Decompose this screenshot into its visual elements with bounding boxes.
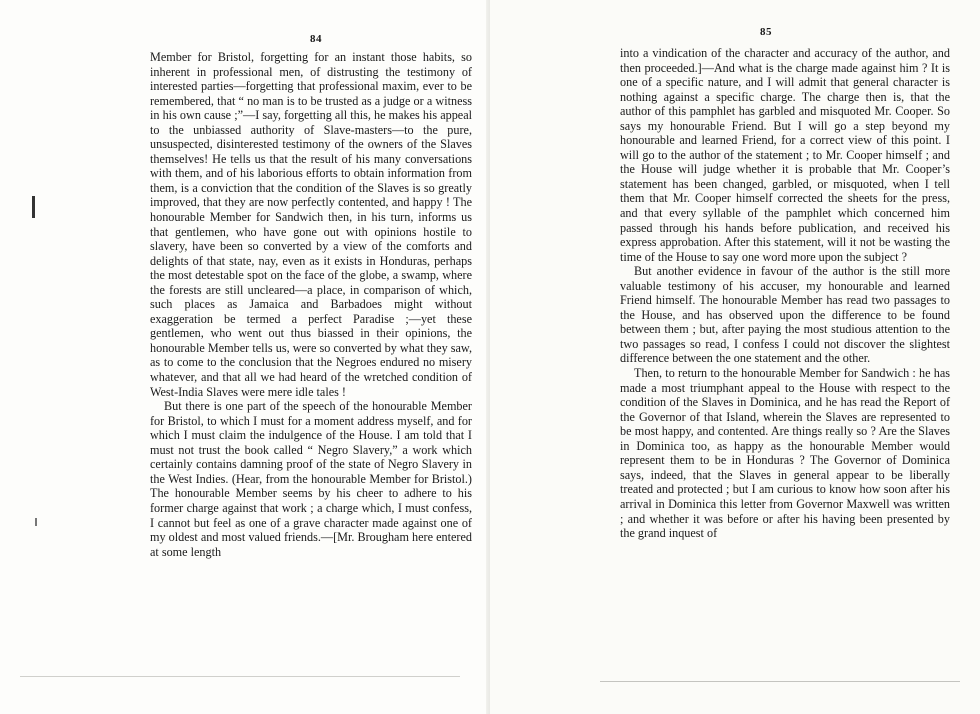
right-paragraph-1: into a vindication of the character and accuracy of the author, and then proceeded.]—And what is the charge made against him ? It is one of a specific nature, and I will admit that general character is nothing against a specific charge. The charge then is, that the author of this pamphlet has garbled and misquoted Mr. Cooper. So says my honourable Friend. But I will go a step beyond my honourable and learned Friend, for a correct view of this point. I will go to the author of the statement ; to Mr. Cooper himself ; and the House will judge whether it is probable that Mr. Cooper’s statement has been changed, garbled, or misquoted, when I tell them that Mr. Cooper himself corrected the sheets for the press, and that every syllable of the pamphlet which concerned him passed through his hands before publication, and received his express approbation. After this statement, will it not be wasting the time of the House to say one word more upon the subject ? [620,46,950,264]
margin-ink-mark [32,196,35,218]
right-page-number: 85 [760,26,772,38]
right-paragraph-2: But another evidence in favour of the author is the still more valuable testimony of his accuser, my honourable and learned Friend himself. The honourable Member has read two passages to the House, and has observed upon the difference to be found between them ; but, after paying the most studious attention to the two passages so read, I confess I could not discover the slightest difference between the one statement and the other. [620,264,950,366]
page-edge-line [600,681,960,682]
right-paragraph-3: Then, to return to the honourable Member for Sandwich : he has made a most triumphant appeal to the House with respect to the condition of the Slaves in Dominica, and he has read the Report of the Governor of that Island, wherein the Slaves are represented to be most happy, and contented. Are things really so ? Are the Slaves in Dominica too, as happy as the honourable Member would represent them to be in Honduras ? The Governor of Dominica says, indeed, that the Slaves in general appear to be liberally treated and protected ; but I am curious to know how soon after his arrival in Dominica this letter from Governor Maxwell was written ; and whether it was before or after his having been presented by the grand inquest of [620,366,950,541]
left-page-text [150,50,472,559]
right-page [490,0,980,714]
left-page-number: 84 [310,33,322,45]
page-edge-line [20,676,460,677]
left-paragraph-2: But there is one part of the speech of the honourable Member for Bristol, to which I must for a moment address myself, and for which I must claim the indulgence of the House. I am told that I must not trust the book called “ Negro Slavery,” a work which certainly contains damning proof of the state of Negro Slavery in the West Indies. (Hear, from the honourable Member for Bristol.) The honourable Member seems by his cheer to adhere to his former charge against that work ; a charge which, I must confess, I cannot but feel as one of a grave character made against one of my oldest and most valued friends.—[Mr. Brougham here entered at some length [150,399,472,559]
margin-ink-mark [35,518,37,526]
right-page-text [620,46,950,541]
left-paragraph-1: Member for Bristol, forgetting for an instant those habits, so inherent in professional men, of distrusting the testimony of interested parties—forgetting that professional maxim, ever to be remembered, that “ no man is to be trusted as a judge or a witness in his own cause ;”—I say, forgetting all this, he makes his appeal to the unbiassed authority of Slave-masters—to the pure, unsuspected, disinterested testimony of the owners of the Slaves themselves! He tells us that the result of his many conversations with them, and of his laborious efforts to obtain information from them, is a conviction that the condition of the Slaves is so greatly improved, that they are now perfectly contented, and happy ! The honourable Member for Sandwich then, in his turn, informs us that gentlemen, who have gone out with opinions hostile to slavery, have been so converted by a view of the comforts and delights of that state, nay, even as it exists in Honduras, perhaps the most detestable spot on the face of the globe, a swamp, where the forests are still uncleared—a place, in comparison of which, such places as Jamaica and Barbadoes might without exaggeration be termed a perfect Paradise ;—yet these gentlemen, who went out thus biassed in their opinions, the honourable Member tells us, were so converted by what they saw, as to come to the conclusion that the Negroes endured no misery whatever, and that all we had heard of the wretched condition of West-India Slaves were mere idle tales ! [150,50,472,399]
